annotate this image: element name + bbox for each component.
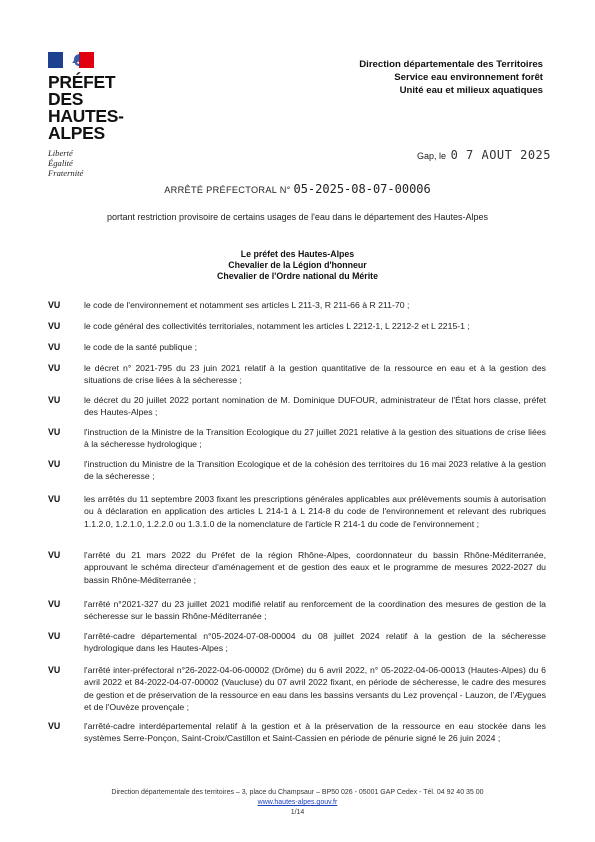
vu-label: VU	[48, 427, 61, 437]
arrete-label: ARRÊTÉ PRÉFECTORAL N°	[164, 185, 291, 195]
vu-label: VU	[48, 631, 61, 641]
vu-item	[48, 458, 548, 483]
prefet-title-line: PRÉFET	[48, 72, 116, 92]
prefet-title	[48, 74, 158, 142]
devise-line: Fraternité	[48, 168, 84, 178]
devise-line: Égalité	[48, 158, 73, 168]
vu-label: VU	[48, 459, 61, 469]
vu-text: les arrêtés du 11 septembre 2003 fixant les prescriptions générales applicables aux prélèvements soumis à autorisation ou à déclaration en application des articles L 214-1 à L 214-8 du code de l'environnement et relevant des rubriques 1.1.2.0, 1.2.1.0, 1.2.2.0 ou 1.3.1.0 de la nomenclature de l'article R 214-1 du code de l'environnement ;	[84, 494, 546, 529]
vu-text: l'arrêté du 21 mars 2022 du Préfet de la région Rhône-Alpes, coordonnateur du bassin Rhône-Méditerranée, approuvant le schéma directeur d'aménagement et de gestion des eaux et le programme de mesures 2022-2027 du bassin Rhône-Méditerranée ;	[84, 550, 546, 585]
service-line: Unité eau et milieux aquatiques	[399, 85, 543, 96]
prefet-title-line: DES HAUTES-	[48, 89, 124, 126]
vu-item	[48, 341, 548, 353]
vu-text: le code général des collectivités territoriales, notamment les articles L 2212-1, L 2212-2 et L 2215-1 ;	[84, 321, 470, 331]
service-header	[359, 58, 543, 97]
vu-label: VU	[48, 363, 61, 373]
date-stamp: 0 7 AOUT 2025	[450, 148, 551, 162]
vu-label: VU	[48, 494, 61, 504]
footer-website-link[interactable]: www.hautes-alpes.gouv.fr	[257, 799, 338, 806]
vu-item	[48, 320, 548, 332]
republique-devise	[48, 148, 158, 178]
vu-item	[48, 664, 548, 713]
vu-text: le code de la santé publique ;	[84, 342, 198, 352]
vu-label: VU	[48, 395, 61, 405]
prefet-block	[0, 249, 595, 282]
vu-text: l'instruction de la Ministre de la Transition Ecologique du 27 juillet 2021 relative à la gestion des situations de crise liées à la sécheresse hydrologique ;	[84, 427, 546, 450]
vu-label: VU	[48, 321, 61, 331]
date-prefix: Gap, le	[417, 151, 447, 161]
vu-text: le décret du 20 juillet 2022 portant nomination de M. Dominique DUFOUR, administrateur de l'État hors classe, préfet des Hautes-Alpes ;	[84, 395, 546, 418]
vu-item	[48, 630, 548, 655]
page-number: 1/14	[290, 809, 305, 816]
vu-label: VU	[48, 665, 61, 675]
vu-text: l'arrêté n°2021-327 du 23 juillet 2021 modifié relatif au renforcement de la coordination des mesures de gestion de la sécheresse sur le bassin Rhône-Méditerranée ;	[84, 599, 546, 622]
prefet-line: Le préfet des Hautes-Alpes	[240, 249, 355, 259]
vu-item	[48, 549, 548, 586]
vu-text: le décret n° 2021-795 du 23 juin 2021 relatif à la gestion quantitative de la ressource en eau et à la gestion des situations de crise liées à la sécheresse ;	[84, 363, 546, 386]
prefet-logo	[48, 52, 158, 178]
vu-text: l'instruction du Ministre de la Transition Ecologique et de la cohésion des territoires du 16 mai 2023 relative à la gestion de la sécheresse ;	[84, 459, 546, 482]
service-line: Service eau environnement forêt	[394, 72, 543, 83]
vu-text: le code de l'environnement et notamment ses articles L 211-3, R 211-66 à R 211-70 ;	[84, 300, 410, 310]
prefet-line: Chevalier de la Légion d'honneur	[228, 260, 367, 270]
page-footer	[0, 788, 595, 818]
prefet-title-line: ALPES	[48, 123, 105, 143]
vu-label: VU	[48, 300, 61, 310]
vu-item	[48, 426, 548, 451]
marianne-icon	[71, 53, 83, 67]
vu-item	[48, 598, 548, 623]
devise-line: Liberté	[48, 148, 73, 158]
prefet-line: Chevalier de l'Ordre national du Mérite	[217, 271, 378, 281]
document-date	[417, 148, 551, 162]
arrete-number: 05-2025-08-07-00006	[293, 182, 431, 196]
vu-item	[48, 720, 548, 745]
service-line: Direction départementale des Territoires	[359, 59, 543, 70]
vu-label: VU	[48, 342, 61, 352]
vu-text: l'arrêté-cadre départemental n°05-2024-07-08-00004 du 08 juillet 2024 relatif à la gestion de la sécheresse hydrologique dans les Hautes-Alpes ;	[84, 631, 546, 654]
vu-text: l'arrêté inter-préfectoral n°26-2022-04-06-00002 (Drôme) du 6 avril 2022, n° 05-2022-04-06-00013 (Hautes-Alpes) du 6 avril 2022 et 84-2022-04-07-00002 (Vaucluse) du 07 avril 2022 fixant, en période de sécheresse, le cadre des mesures de gestion et de préservation de la ressource en eau dans les bassins versants du Lez provençal - Lauzon, de l'Æygues et de l'Ouvèze provençale ;	[84, 665, 546, 712]
vu-label: VU	[48, 721, 61, 731]
vu-item	[48, 362, 548, 387]
vu-label: VU	[48, 599, 61, 609]
arrete-subtitle: portant restriction provisoire de certains usages de l'eau dans le département des Hautes-Alpes	[107, 212, 488, 222]
arrete-title	[0, 182, 595, 196]
vu-text: l'arrêté-cadre interdépartemental relatif à la gestion et à la préservation de la ressource en eau stockée dans les systèmes Serre-Ponçon, Saint-Croix/Castillon et Saint-Cassien en période de pénurie signé le 26 juin 2024 ;	[84, 721, 546, 744]
vu-item	[48, 394, 548, 419]
vu-label: VU	[48, 550, 61, 560]
footer-address: Direction départementale des territoires – 3, place du Champsaur – BP50 026 - 05001 GAP Cedex - Tél. 04 92 40 35 00	[111, 789, 484, 796]
vu-item	[48, 493, 548, 530]
vu-item	[48, 299, 548, 311]
republique-flag-icon	[48, 52, 94, 68]
